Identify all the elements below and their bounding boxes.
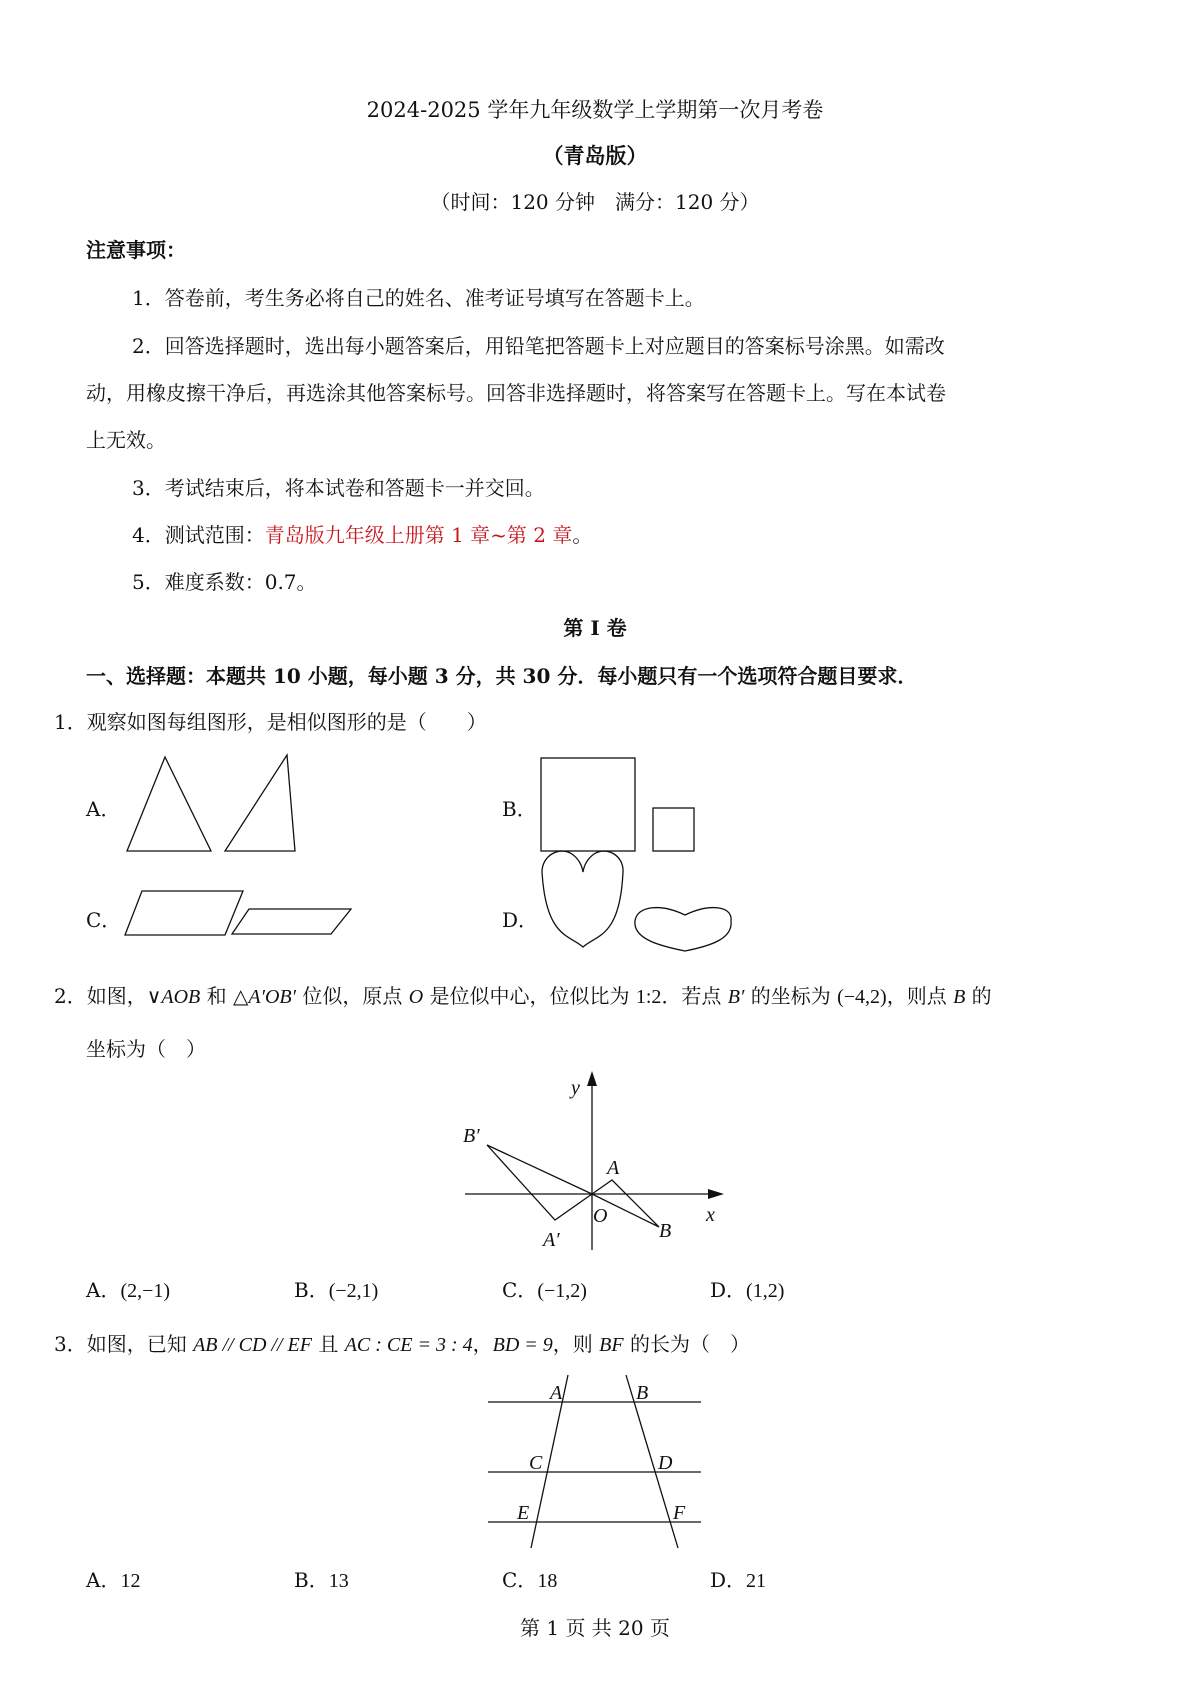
q2-option-c-letter: C． — [502, 1278, 538, 1302]
q1-label-b: B． — [502, 797, 537, 821]
q2-label-b: B — [659, 1220, 672, 1242]
q3-option-c-value: 18 — [537, 1570, 558, 1592]
q3-num: 3．如图，已知 — [54, 1332, 194, 1356]
q3-option-c-letter: C． — [502, 1568, 538, 1592]
q2-label-o: O — [593, 1205, 608, 1227]
q2-label-ap: A′ — [543, 1229, 560, 1251]
volume-title: 第 I 卷 — [563, 616, 627, 640]
q3-bd: BD = 9 — [492, 1334, 553, 1356]
q3-option-b — [294, 1564, 349, 1593]
q3-label-b: B — [636, 1382, 649, 1404]
scope-suffix: 。 — [572, 523, 593, 547]
q2-option-a-letter: A． — [86, 1278, 121, 1302]
q2-label-bp: B′ — [463, 1125, 480, 1147]
q2-text-2: 位似，原点 — [295, 984, 409, 1008]
q3-label-e: E — [517, 1502, 530, 1524]
q3-option-b-value: 13 — [328, 1570, 349, 1592]
q3-option-a-value: 12 — [120, 1570, 141, 1592]
q2-ratio: 1:2 — [635, 986, 662, 1008]
page-footer: 第 1 页 共 20 页 — [520, 1616, 670, 1640]
q2-point-b: B — [953, 986, 966, 1008]
q3-bf: BF — [599, 1334, 624, 1356]
q3-label-d: D — [658, 1452, 673, 1474]
q2-option-d-value: (1,2) — [746, 1280, 785, 1302]
q3-option-c — [502, 1564, 557, 1593]
q3-option-d — [710, 1564, 766, 1593]
q1-stem: 1．观察如图每组图形，是相似图形的是（ ） — [54, 710, 487, 734]
q3-option-b-letter: B． — [294, 1568, 329, 1592]
q1-label-a: A． — [86, 797, 121, 821]
q2-option-b-letter: B． — [294, 1278, 329, 1302]
note-item-2-end: 上无效。 — [86, 428, 166, 452]
q2-triangle-apobp: △A′OB′ — [232, 986, 296, 1008]
notes-heading: 注意事项： — [86, 238, 186, 262]
q2-option-d-letter: D． — [710, 1278, 747, 1302]
q2-point-bp: B′ — [727, 986, 745, 1008]
q2-label-x: x — [706, 1204, 715, 1226]
q2-option-a-value: (2,−1) — [120, 1280, 171, 1302]
q3-text-2: ， — [472, 1332, 493, 1356]
q3-option-d-value: 21 — [746, 1570, 767, 1592]
exam-edition: （青岛版） — [542, 143, 648, 168]
q3-text-3: ，则 — [552, 1332, 600, 1356]
q2-text-5: 的坐标为 — [744, 984, 838, 1008]
q3-option-a — [86, 1564, 140, 1593]
note-item-2: 2．回答选择题时，选出每小题答案后，用铅笔把答题卡上对应题目的答案标号涂黑。如需改 — [132, 334, 945, 358]
q3-parallel: AB // CD // EF — [193, 1334, 312, 1356]
q2-label-a: A — [607, 1157, 620, 1179]
q2-num: 2．如图， — [54, 984, 147, 1008]
q3-text-1: 且 — [311, 1332, 345, 1356]
q2-option-c-value: (−1,2) — [537, 1280, 587, 1302]
q3-option-a-letter: A． — [86, 1568, 121, 1592]
exam-time-info: （时间：120 分钟 满分：120 分） — [430, 190, 760, 214]
q2-text-6: ，则点 — [886, 984, 954, 1008]
q3-label-c: C — [529, 1452, 543, 1474]
q2-text-3: 是位似中心，位似比为 — [423, 984, 636, 1008]
scope-prefix: 4．测试范围： — [132, 523, 265, 547]
note-item-5: 5．难度系数：0.7。 — [132, 570, 317, 594]
q3-option-d-letter: D． — [710, 1568, 747, 1592]
note-item-3: 3．考试结束后，将本试卷和答题卡一并交回。 — [132, 476, 545, 500]
note-item-1: 1．答卷前，考生务必将自己的姓名、准考证号填写在答题卡上。 — [132, 286, 705, 310]
note-item-2-cont: 动，用橡皮擦干净后，再选涂其他答案标号。回答非选择题时，将答案写在答题卡上。写在本试卷 — [86, 381, 946, 405]
q3-label-a: A — [550, 1382, 563, 1404]
q1-label-c: C． — [86, 908, 122, 932]
exam-title: 2024-2025 学年九年级数学上学期第一次月考卷 — [366, 98, 824, 122]
q1-label-d: D． — [502, 908, 539, 932]
q3-ratio: AC : CE = 3 : 4 — [344, 1334, 473, 1356]
q2-text-4: ．若点 — [661, 984, 728, 1008]
scope-text: 青岛版九年级上册第 1 章~第 2 章 — [264, 523, 573, 547]
q2-text-7: 的 — [965, 984, 992, 1008]
q2-origin: O — [408, 986, 424, 1008]
q3-label-f: F — [673, 1502, 686, 1524]
q2-coord: (−4,2) — [837, 986, 887, 1008]
q3-text-4: 的长为（ ） — [623, 1332, 750, 1356]
q2-option-b-value: (−2,1) — [328, 1280, 379, 1302]
section-heading: 一、选择题：本题共 10 小题，每小题 3 分，共 30 分．每小题只有一个选项符合题目要求． — [86, 664, 918, 688]
q2-stem-line2: 坐标为（ ） — [86, 1037, 206, 1061]
q2-triangle-aob: ∨AOB — [146, 986, 201, 1008]
q2-text-1: 和 — [200, 984, 233, 1008]
q2-label-y: y — [571, 1077, 580, 1099]
